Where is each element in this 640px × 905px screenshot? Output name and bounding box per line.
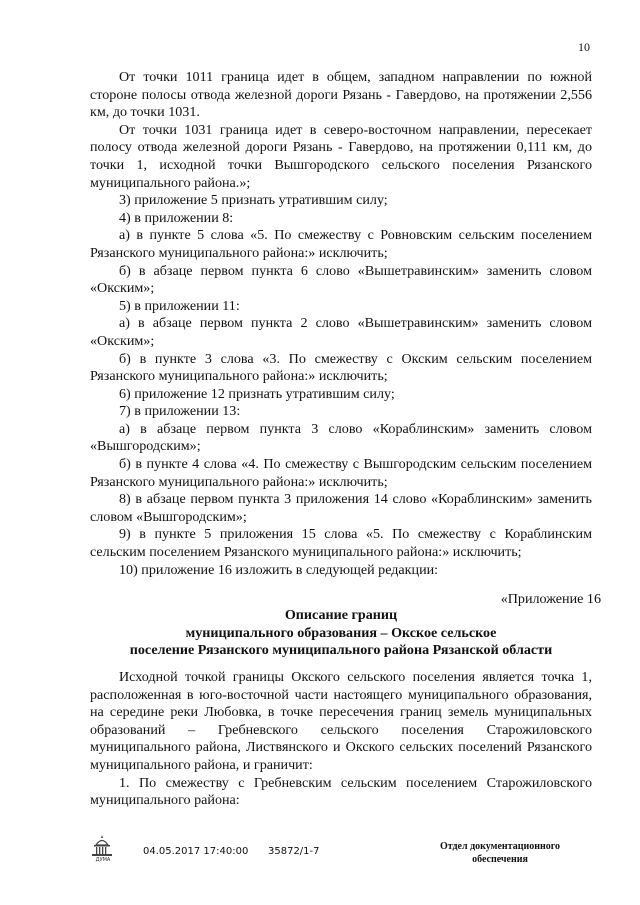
paragraph: б) в пункте 4 слова «4. По смежеству с Вышгородским сельским поселением Рязанского муниципального района:» исключить; xyxy=(90,456,592,490)
paragraph: От точки 1011 граница идет в общем, западном направлении по южной стороне полосы отвода железной дороги Рязань - Гавердово, на протяжении 2,556 км, до точки 1031. xyxy=(90,69,592,121)
heading-line: поселение Рязанского муниципального района Рязанской области xyxy=(129,642,553,659)
paragraph: 8) в абзаце первом пункта 3 приложения 14 слово «Кораблинским» заменить словом «Вышгородским»; xyxy=(90,491,592,525)
paragraph: От точки 1031 граница идет в северо-восточном направлении, пересекает полосу отвода железной дороги Рязань - Гавердово, на протяжении 0,111 км, до точки 1, исходной точки Вышгородского сельского поселения Рязанского муниципального района.»; xyxy=(90,121,592,191)
paragraph: 5) в приложении 11: xyxy=(119,297,240,314)
paragraph: 4) в приложении 8: xyxy=(119,209,234,226)
paragraph: 3) приложение 5 признать утратившим силу; xyxy=(119,192,388,209)
paragraph: Исходной точкой границы Окского сельского поселения является точка 1, расположенная в юго-восточной части настоящего муниципального образования, на середине реки Любовка, в точке пересечения границ земель муниципальных образований – Гребневского сельского поселения Старожиловского муниципального района, Листвянского и Окского сельских поселений Рязанского муниципального района, и граничит: xyxy=(90,669,592,773)
heading-line: Описание границ xyxy=(284,607,398,623)
department-line: обеспечения xyxy=(472,854,528,865)
paragraph: а) в абзаце первом пункта 3 слово «Кораблинским» заменить словом «Вышгородским»; xyxy=(90,420,592,455)
department-line: Отдел документационного xyxy=(439,841,561,852)
paragraph: 1. По смежеству с Гребневским сельским поселением Старожиловского муниципального района: xyxy=(90,774,592,809)
paragraph: 10) приложение 16 изложить в следующей редакции: xyxy=(119,561,439,578)
department-stamp xyxy=(430,840,570,866)
paragraph: а) в абзаце первом пункта 2 слово «Вышетравинским» заменить словом «Окским»; xyxy=(90,315,592,349)
page-number: 10 xyxy=(578,40,590,54)
paragraph: б) в абзаце первом пункта 6 слово «Вышетравинским» заменить словом «Окским»; xyxy=(90,262,592,297)
document-id: 35872/1-7 xyxy=(268,846,320,857)
section-heading xyxy=(90,607,592,660)
amendment-text xyxy=(90,69,592,579)
paragraph: б) в пункте 3 слова «3. По смежеству с Окским сельским поселением Рязанского муниципального района:» исключить; xyxy=(90,350,592,385)
appendix-reference: «Приложение 16 xyxy=(500,591,601,607)
parliament-building-icon xyxy=(89,833,115,859)
registration-datetime: 04.05.2017 17:40:00 xyxy=(143,846,249,857)
boundary-description xyxy=(90,669,592,810)
heading-line: муниципального образования – Окское сельское xyxy=(185,624,497,641)
paragraph: 7) в приложении 13: xyxy=(119,403,241,420)
paragraph: 6) приложение 12 признать утратившим силу; xyxy=(119,385,395,402)
paragraph: 9) в пункте 5 приложения 15 слова «5. По смежеству с Кораблинским сельским поселением Рязанского муниципального района:» исключить; xyxy=(90,526,592,561)
logo-caption: ДУМА xyxy=(95,857,111,863)
paragraph: а) в пункте 5 слова «5. По смежеству с Ровновским сельским поселением Рязанского муниципального района:» исключить; xyxy=(90,227,592,261)
